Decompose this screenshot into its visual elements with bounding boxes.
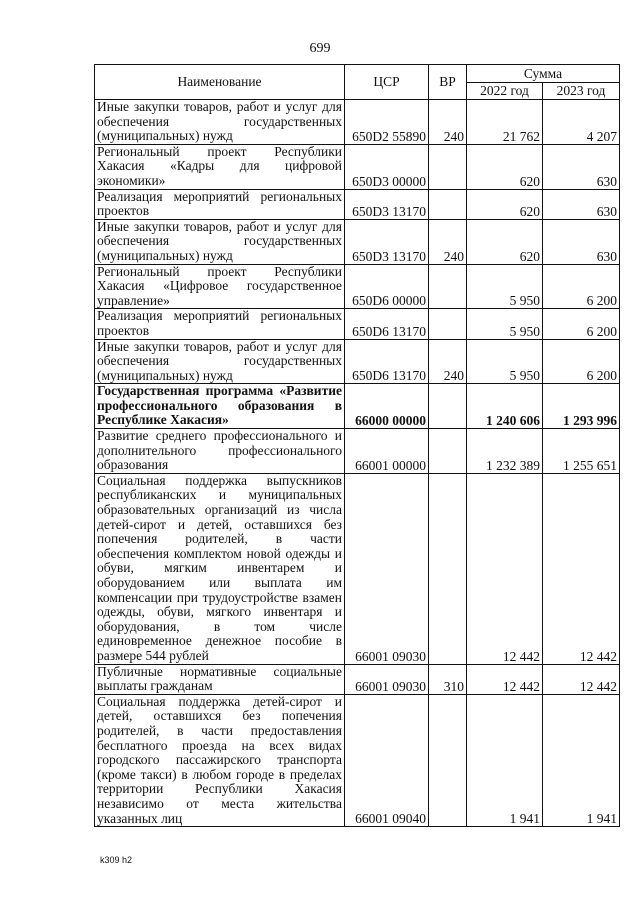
row-vr-cell [429, 694, 467, 826]
row-csr-cell: 650D6 00000 [345, 264, 429, 309]
row-name-cell: Государственная программа «Развитие профессионального образования в Республике Хакасия» [95, 384, 345, 429]
table-row [95, 339, 620, 384]
header-csr: ЦСР [345, 65, 429, 100]
table-row [95, 264, 620, 309]
row-name-cell: Иные закупки товаров, работ и услуг для обеспечения государственных (муниципальных) нужд [95, 100, 345, 145]
row-vr-cell [429, 264, 467, 309]
row-sum-2022-cell: 1 240 606 [467, 384, 543, 429]
row-name-cell: Развитие среднего профессионального и дополнительного профессионального образования [95, 429, 345, 474]
row-name-cell: Региональный проект Республики Хакасия «Цифровое государственное управление» [95, 264, 345, 309]
row-sum-2022-cell: 5 950 [467, 309, 543, 339]
row-sum-2022-cell: 1 941 [467, 694, 543, 826]
header-sum: Сумма [467, 65, 620, 83]
table-row [95, 473, 620, 664]
row-vr-cell [429, 309, 467, 339]
header-vr: ВР [429, 65, 467, 100]
row-csr-cell: 66001 00000 [345, 429, 429, 474]
row-name-cell: Региональный проект Республики Хакасия «Кадры для цифровой экономики» [95, 144, 345, 189]
row-vr-cell [429, 429, 467, 474]
row-csr-cell: 650D6 13170 [345, 339, 429, 384]
row-vr-cell: 310 [429, 664, 467, 694]
row-sum-2022-cell: 12 442 [467, 664, 543, 694]
row-vr-cell [429, 473, 467, 664]
row-sum-2022-cell: 620 [467, 189, 543, 219]
header-year-2023: 2023 год [543, 82, 620, 100]
row-sum-2022-cell: 1 232 389 [467, 429, 543, 474]
row-sum-2023-cell: 630 [543, 219, 620, 264]
row-vr-cell [429, 144, 467, 189]
row-name-cell: Иные закупки товаров, работ и услуг для обеспечения государственных (муниципальных) нужд [95, 219, 345, 264]
row-vr-cell: 240 [429, 219, 467, 264]
table-row [95, 100, 620, 145]
row-name-cell: Социальная поддержка детей-сирот и детей, оставшихся без попечения родителей, в части предоставления бесплатного проезда на всех видах городского пассажирского транспорта (кроме такси) в любом городе в пределах территории Республики Хакасия независимо от места жительства указанных лиц [95, 694, 345, 826]
row-sum-2023-cell: 1 255 651 [543, 429, 620, 474]
table-row [95, 144, 620, 189]
row-sum-2022-cell: 21 762 [467, 100, 543, 145]
row-vr-cell: 240 [429, 100, 467, 145]
row-vr-cell [429, 384, 467, 429]
table-body [95, 100, 620, 827]
row-csr-cell: 650D3 13170 [345, 219, 429, 264]
row-sum-2023-cell: 6 200 [543, 264, 620, 309]
page-number: 699 [309, 41, 331, 56]
row-sum-2023-cell: 1 941 [543, 694, 620, 826]
row-csr-cell: 650D6 13170 [345, 309, 429, 339]
row-name-cell: Иные закупки товаров, работ и услуг для обеспечения государственных (муниципальных) нужд [95, 339, 345, 384]
table-row [95, 429, 620, 474]
row-sum-2022-cell: 5 950 [467, 264, 543, 309]
budget-table [94, 64, 620, 827]
row-csr-cell: 650D3 13170 [345, 189, 429, 219]
row-csr-cell: 650D2 55890 [345, 100, 429, 145]
row-sum-2023-cell: 12 442 [543, 664, 620, 694]
row-vr-cell: 240 [429, 339, 467, 384]
row-csr-cell: 66001 09030 [345, 664, 429, 694]
table-row [95, 309, 620, 339]
row-csr-cell: 66001 09040 [345, 694, 429, 826]
row-sum-2023-cell: 12 442 [543, 473, 620, 664]
table-row [95, 189, 620, 219]
row-csr-cell: 66000 00000 [345, 384, 429, 429]
row-vr-cell [429, 189, 467, 219]
row-sum-2023-cell: 4 207 [543, 100, 620, 145]
row-sum-2023-cell: 6 200 [543, 309, 620, 339]
row-sum-2023-cell: 630 [543, 189, 620, 219]
row-sum-2022-cell: 12 442 [467, 473, 543, 664]
row-csr-cell: 66001 09030 [345, 473, 429, 664]
row-name-cell: Социальная поддержка выпускников республиканских и муниципальных образовательных организаций из числа детей-сирот и детей, оставшихся без попечения родителей, в части обеспечения комплектом новой одежды и обуви, мягким инвентарем и оборудованием или выплата им компенсации при трудоустройстве взамен одежды, обуви, мягкого инвентаря и оборудования, в том числе единовременное денежное пособие в размере 544 рублей [95, 473, 345, 664]
row-sum-2022-cell: 5 950 [467, 339, 543, 384]
footer-code: k309 h2 [100, 855, 133, 865]
row-sum-2023-cell: 6 200 [543, 339, 620, 384]
row-sum-2022-cell: 620 [467, 144, 543, 189]
table-row [95, 219, 620, 264]
row-name-cell: Реализация мероприятий региональных проектов [95, 309, 345, 339]
table-row [95, 384, 620, 429]
row-sum-2023-cell: 1 293 996 [543, 384, 620, 429]
header-row [95, 65, 620, 83]
row-sum-2022-cell: 620 [467, 219, 543, 264]
header-name: Наименование [95, 65, 345, 100]
row-csr-cell: 650D3 00000 [345, 144, 429, 189]
row-name-cell: Публичные нормативные социальные выплаты гражданам [95, 664, 345, 694]
row-name-cell: Реализация мероприятий региональных проектов [95, 189, 345, 219]
row-sum-2023-cell: 630 [543, 144, 620, 189]
table-row [95, 694, 620, 826]
table-row [95, 664, 620, 694]
header-year-2022: 2022 год [467, 82, 543, 100]
